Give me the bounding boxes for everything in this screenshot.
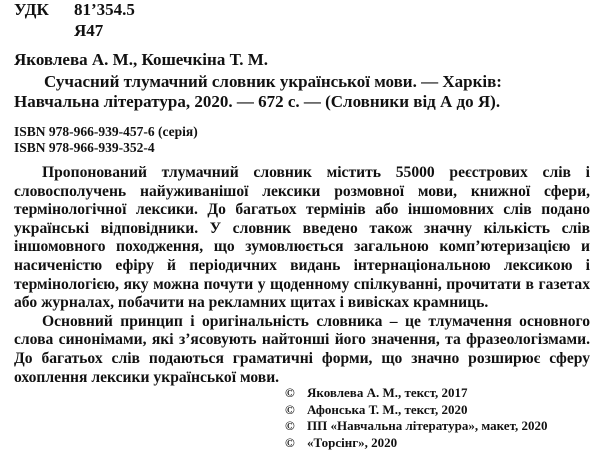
copyright-text: Афонська Т. М., текст, 2020	[307, 401, 468, 417]
copyright-text: «Торсінг», 2020	[307, 434, 398, 450]
udk-label: УДК	[14, 0, 49, 19]
isbn-series: ISBN 978-966-939-457-6 (серія)	[14, 124, 198, 139]
udk-line	[14, 0, 135, 20]
author-sign: Я47	[74, 21, 104, 40]
authors-heading: Яковлева А. М., Кошечкіна Т. М.	[14, 50, 269, 69]
annotation-paragraph-1: Пропонований тлумачний словник містить 55000 реєстрових слів і словосполучень найуживанішої лексики розмовної мови, книжної сфери, термінологічної лексики. До багатьох термінів або іншомовних слів подано українські відповідники. У словник введено також значну кількість слів іншомовного походження, що зумовлюється загальною комп’ютеризацією и насиченістю ефіру й періодичних видань інтернаціональною лексикою і термінологією, яку можна почути у щоденному спілкуванні, прочитати в газетах або журналах, побачити на рекламних щитах і вивісках крамниць.	[14, 164, 590, 312]
bibliographic-line-1: Сучасний тлумачний словник української мови. — Харків:	[44, 72, 502, 91]
bibliographic-description	[14, 72, 590, 112]
copyright-line	[285, 402, 547, 419]
udk-value: 81’354.5	[74, 0, 135, 19]
copyright-symbol: ©	[285, 401, 295, 417]
copyright-text: ПП «Навчальна література», макет, 2020	[307, 418, 548, 433]
isbn-book: ISBN 978-966-939-352-4	[14, 140, 155, 155]
copyright-block	[285, 385, 547, 451]
annotation	[14, 164, 590, 387]
copyright-line	[285, 385, 547, 402]
annotation-paragraph-2: Основний принцип і оригінальність словника – це тлумачення основного слова синонімами, які з’ясовують найтонші його значення, та фразеологізмами. До багатьох слів подаються граматичні форми, що значно розширює сферу охоплення лексики української мови.	[14, 312, 590, 386]
copyright-symbol: ©	[285, 385, 295, 400]
copyright-line	[285, 418, 547, 435]
isbn-block	[14, 124, 198, 156]
copyright-symbol: ©	[285, 418, 295, 433]
copyright-text: Яковлева А. М., текст, 2017	[307, 385, 468, 400]
copyright-symbol: ©	[285, 434, 295, 450]
bibliographic-line-2: Навчальна література, 2020. — 672 с. — (Словники від А до Я).	[14, 92, 501, 111]
copyright-line	[285, 435, 547, 452]
